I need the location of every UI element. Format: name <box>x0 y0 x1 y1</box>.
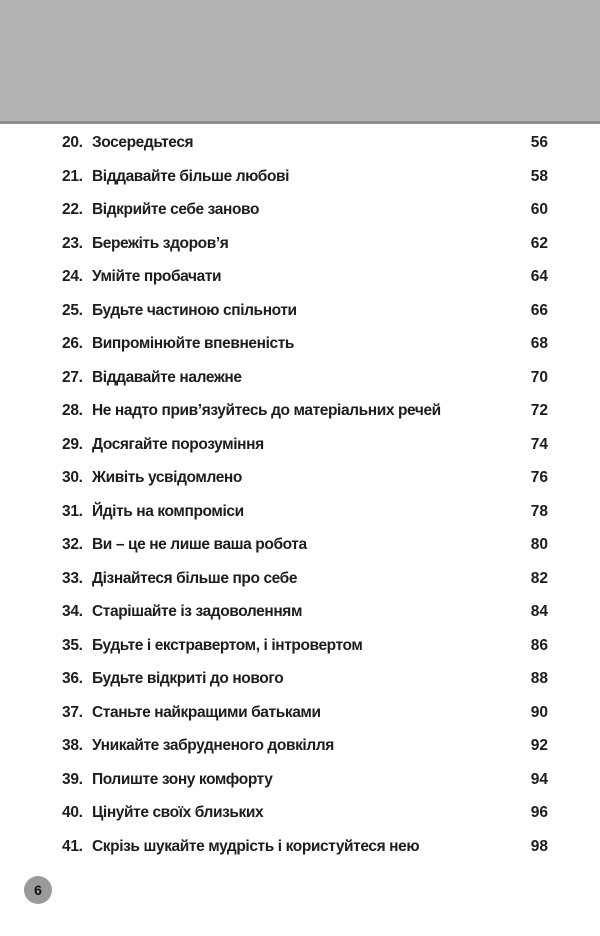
toc-entry-page: 68 <box>530 335 548 352</box>
toc-entry-title: Випромінюйте впевненість <box>92 335 295 352</box>
toc-entry-number: 39. <box>62 770 83 788</box>
toc-entry-number: 34. <box>62 603 83 620</box>
toc-entry-page: 98 <box>530 837 548 855</box>
toc-entry-number: 26. <box>62 335 83 352</box>
toc-entry-page: 66 <box>530 301 548 319</box>
toc-entry-title: Не надто прив’язуйтесь до матеріальних речей <box>92 402 441 419</box>
toc-entry-title: Ви – це не лише ваша робота <box>92 536 307 553</box>
header-band-edge <box>0 121 600 124</box>
toc-entry-title: Досягайте порозуміння <box>92 435 264 453</box>
toc-entry-number: 36. <box>62 670 83 687</box>
toc-entry-page: 72 <box>530 402 548 419</box>
toc-entry-number: 41. <box>62 837 83 855</box>
toc-entry-40 <box>0 795 600 829</box>
toc-entry-title: Умійте пробачати <box>92 268 222 285</box>
toc-entry-38 <box>0 728 600 762</box>
toc-entry-22 <box>0 192 600 226</box>
toc-entry-page: 94 <box>530 770 548 788</box>
toc-entry-title: Зосередьтеся <box>92 134 194 151</box>
toc-entry-title: Будьте і екстравертом, і інтровертом <box>92 636 363 654</box>
toc-entry-24 <box>0 259 600 293</box>
toc-entry-31 <box>0 494 600 528</box>
toc-entry-title: Бережіть здоров’я <box>92 234 229 252</box>
toc-entry-number: 35. <box>62 636 83 654</box>
toc-entry-page: 62 <box>530 234 548 252</box>
toc-entry-34 <box>0 594 600 628</box>
toc-entry-33 <box>0 561 600 595</box>
toc-entry-page: 96 <box>530 804 548 821</box>
toc-entry-title: Станьте найкращими батьками <box>92 703 321 721</box>
toc-entry-page: 86 <box>530 636 548 654</box>
toc-entry-number: 29. <box>62 435 83 453</box>
toc-entry-23 <box>0 226 600 260</box>
toc-entry-number: 25. <box>62 301 83 319</box>
toc-entry-number: 33. <box>62 569 83 587</box>
toc-entry-number: 38. <box>62 737 83 754</box>
toc-entry-title: Цінуйте своїх близьких <box>92 804 264 821</box>
toc-entry-page: 56 <box>530 134 548 151</box>
toc-entry-title: Будьте частиною спільноти <box>92 301 297 319</box>
toc-entry-number: 27. <box>62 368 83 386</box>
toc-entry-title: Полиште зону комфорту <box>92 770 273 788</box>
toc-entry-number: 31. <box>62 502 83 520</box>
toc-entry-title: Скрізь шукайте мудрість і користуйтеся нею <box>92 837 420 855</box>
toc-entry-number: 22. <box>62 201 83 218</box>
table-of-contents <box>0 125 600 862</box>
toc-entry-page: 70 <box>530 368 548 386</box>
toc-entry-35 <box>0 628 600 662</box>
toc-entry-page: 64 <box>530 268 548 285</box>
toc-entry-title: Віддавайте більше любові <box>92 167 290 185</box>
toc-entry-title: Уникайте забрудненого довкілля <box>92 737 334 754</box>
toc-entry-number: 24. <box>62 268 83 285</box>
toc-entry-title: Відкрийте себе заново <box>92 201 260 218</box>
toc-entry-21 <box>0 159 600 193</box>
toc-entry-36 <box>0 661 600 695</box>
toc-entry-32 <box>0 527 600 561</box>
toc-entry-37 <box>0 695 600 729</box>
toc-entry-number: 28. <box>62 402 83 419</box>
toc-entry-page: 80 <box>530 536 548 553</box>
toc-entry-page: 60 <box>530 201 548 218</box>
toc-entry-number: 40. <box>62 804 83 821</box>
header-gray-band <box>0 0 600 122</box>
toc-entry-number: 23. <box>62 234 83 252</box>
toc-entry-page: 92 <box>530 737 548 754</box>
toc-entry-title: Йдіть на компроміси <box>92 502 244 520</box>
toc-entry-29 <box>0 427 600 461</box>
page-number-badge: 6 <box>24 876 52 904</box>
toc-entry-number: 37. <box>62 703 83 721</box>
toc-entry-27 <box>0 360 600 394</box>
toc-entry-page: 76 <box>530 469 548 486</box>
toc-entry-page: 90 <box>530 703 548 721</box>
toc-entry-page: 74 <box>530 435 548 453</box>
toc-entry-41 <box>0 829 600 863</box>
toc-entry-number: 21. <box>62 167 83 185</box>
toc-entry-title: Старішайте із задоволенням <box>92 603 303 620</box>
toc-entry-30 <box>0 460 600 494</box>
toc-entry-title: Будьте відкриті до нового <box>92 670 284 687</box>
toc-entry-title: Живіть усвідомлено <box>92 469 242 486</box>
toc-entry-26 <box>0 326 600 360</box>
toc-entry-20 <box>0 125 600 159</box>
toc-entry-39 <box>0 762 600 796</box>
toc-entry-page: 78 <box>530 502 548 520</box>
toc-entry-page: 82 <box>530 569 548 587</box>
toc-entry-page: 84 <box>530 603 548 620</box>
toc-entry-title: Віддавайте належне <box>92 368 242 386</box>
toc-entry-25 <box>0 293 600 327</box>
toc-entry-number: 32. <box>62 536 83 553</box>
toc-entry-page: 88 <box>530 670 548 687</box>
toc-entry-number: 20. <box>62 134 83 151</box>
toc-entry-28 <box>0 393 600 427</box>
toc-entry-title: Дізнайтеся більше про себе <box>92 569 298 587</box>
toc-entry-page: 58 <box>530 167 548 185</box>
toc-entry-number: 30. <box>62 469 83 486</box>
